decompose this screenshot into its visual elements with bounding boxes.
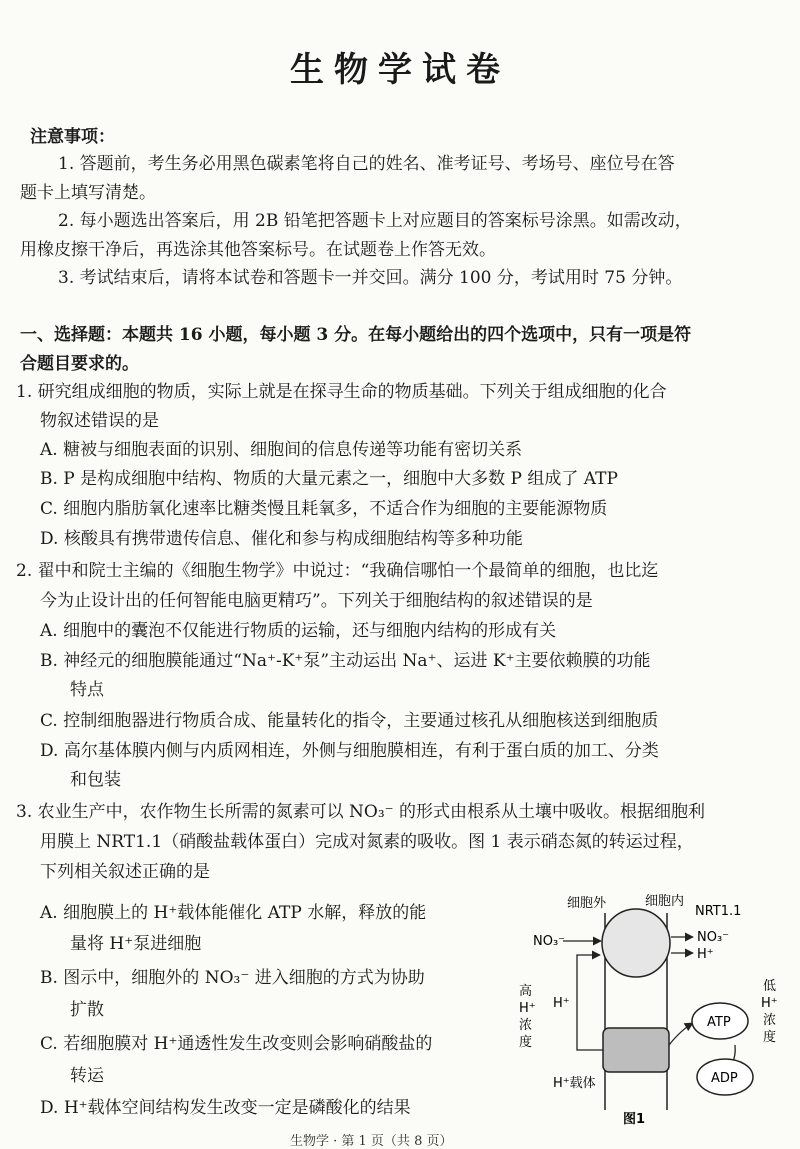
- notes-line: 3. 考试结束后，请将本试卷和答题卡一并交回。满分 100 分，考试用时 75 分钟。: [58, 268, 683, 288]
- notes-line: 用橡皮擦干净后，再选涂其他答案标号。在试题卷上作答无效。: [20, 240, 496, 260]
- label-inside: 细胞内: [645, 894, 685, 909]
- label-high-h: 浓: [519, 1018, 533, 1033]
- label-h-left: H⁺: [553, 996, 570, 1011]
- nrt-transporter: [602, 909, 670, 977]
- option-a-cont: 量将 H⁺泵进细胞: [70, 934, 202, 954]
- section-heading: 一、选择题：本题共 16 小题，每小题 3 分。在每小题给出的四个选项中，只有一项是符: [20, 325, 692, 345]
- option-a: A. 细胞中的囊泡不仅能进行物质的运输，还与细胞内结构的形成有关: [40, 621, 557, 641]
- option-b: B. 图示中，细胞外的 NO₃⁻ 进入细胞的方式为协助: [40, 968, 425, 988]
- question-stem: 物叙述错误的是: [40, 411, 159, 431]
- label-high-h: 度: [519, 1035, 533, 1050]
- question-stem: 1. 研究组成细胞的物质，实际上就是在探寻生命的物质基础。下列关于组成细胞的化合: [16, 382, 667, 402]
- label-low-h: 浓: [763, 1013, 777, 1028]
- option-c: C. 若细胞膜对 H⁺通透性发生改变则会影响硝酸盐的: [40, 1034, 433, 1054]
- option-b: B. P 是构成细胞中结构、物质的大量元素之一，细胞中大多数 P 组成了 ATP: [40, 469, 618, 489]
- option-a: A. 细胞膜上的 H⁺载体能催化 ATP 水解，释放的能: [40, 903, 427, 923]
- label-low-h: 度: [763, 1030, 777, 1045]
- label-carrier: H⁺载体: [553, 1076, 596, 1091]
- h-carrier: [603, 1028, 669, 1072]
- atp-link: [669, 1023, 693, 1045]
- notes-heading: 注意事项：: [30, 127, 115, 147]
- label-low-h: H⁺: [761, 996, 778, 1011]
- figure-caption: 图1: [623, 1112, 646, 1127]
- label-no3-right: NO₃⁻: [697, 930, 730, 945]
- option-d: D. 高尔基体膜内侧与内质网相连，外侧与细胞膜相连，有利于蛋白质的加工、分类: [40, 741, 659, 761]
- label-outside: 细胞外: [567, 896, 607, 911]
- page-footer: 生物学 · 第 1 页（共 8 页）: [290, 1134, 453, 1149]
- label-h-right: H⁺: [697, 947, 714, 962]
- question-stem: 用膜上 NRT1.1（硝酸盐载体蛋白）完成对氮素的吸收。图 1 表示硝态氮的转运过程，: [40, 832, 694, 852]
- option-c: C. 细胞内脂肪氧化速率比糖类慢且耗氧多，不适合作为细胞的主要能源物质: [40, 499, 608, 519]
- option-d-cont: 和包装: [70, 770, 121, 790]
- option-a: A. 糖被与细胞表面的识别、细胞间的信息传递等功能有密切关系: [40, 440, 523, 460]
- option-b-cont: 扩散: [70, 1000, 104, 1020]
- label-nrt: NRT1.1: [695, 904, 742, 919]
- option-c-cont: 转运: [70, 1066, 104, 1086]
- label-adp: ADP: [711, 1071, 738, 1086]
- label-high-h: 高: [519, 984, 533, 999]
- question-stem: 今为止设计出的任何智能电脑更精巧”。下列关于细胞结构的叙述错误的是: [40, 591, 593, 611]
- option-d: D. H⁺载体空间结构发生改变一定是磷酸化的结果: [40, 1098, 411, 1118]
- notes-line: 题卡上填写清楚。: [20, 183, 156, 203]
- section-heading: 合题目要求的。: [20, 354, 139, 374]
- option-d: D. 核酸具有携带遗传信息、催化和参与构成细胞结构等多种功能: [40, 529, 523, 549]
- question-stem: 2. 翟中和院士主编的《细胞生物学》中说过：“我确信哪怕一个最简单的细胞，也比迄: [16, 561, 659, 581]
- label-atp: ATP: [707, 1015, 731, 1030]
- label-no3-left: NO₃⁻: [533, 934, 566, 949]
- label-high-h: H⁺: [519, 1001, 536, 1016]
- notes-line: 2. 每小题选出答案后，用 2B 铅笔把答题卡上对应题目的答案标号涂黑。如需改动，: [58, 211, 692, 231]
- figure-1-transport-diagram: [505, 885, 795, 1130]
- notes-line: 1. 答题前，考生务必用黑色碳素笔将自己的姓名、准考证号、考场号、座位号在答: [58, 154, 675, 174]
- page-title: 生物学试卷: [290, 50, 510, 90]
- label-low-h: 低: [763, 979, 777, 994]
- option-c: C. 控制细胞器进行物质合成、能量转化的指令，主要通过核孔从细胞核送到细胞质: [40, 711, 659, 731]
- h-return-path: [577, 955, 603, 1050]
- question-stem: 3. 农业生产中，农作物生长所需的氮素可以 NO₃⁻ 的形式由根系从土壤中吸收。根据细胞利: [16, 802, 706, 822]
- option-b: B. 神经元的细胞膜能通过“Na⁺-K⁺泵”主动运出 Na⁺、运进 K⁺主要依赖膜的功能: [40, 651, 651, 671]
- option-b-cont: 特点: [70, 680, 104, 700]
- question-stem: 下列相关叙述正确的是: [40, 862, 210, 882]
